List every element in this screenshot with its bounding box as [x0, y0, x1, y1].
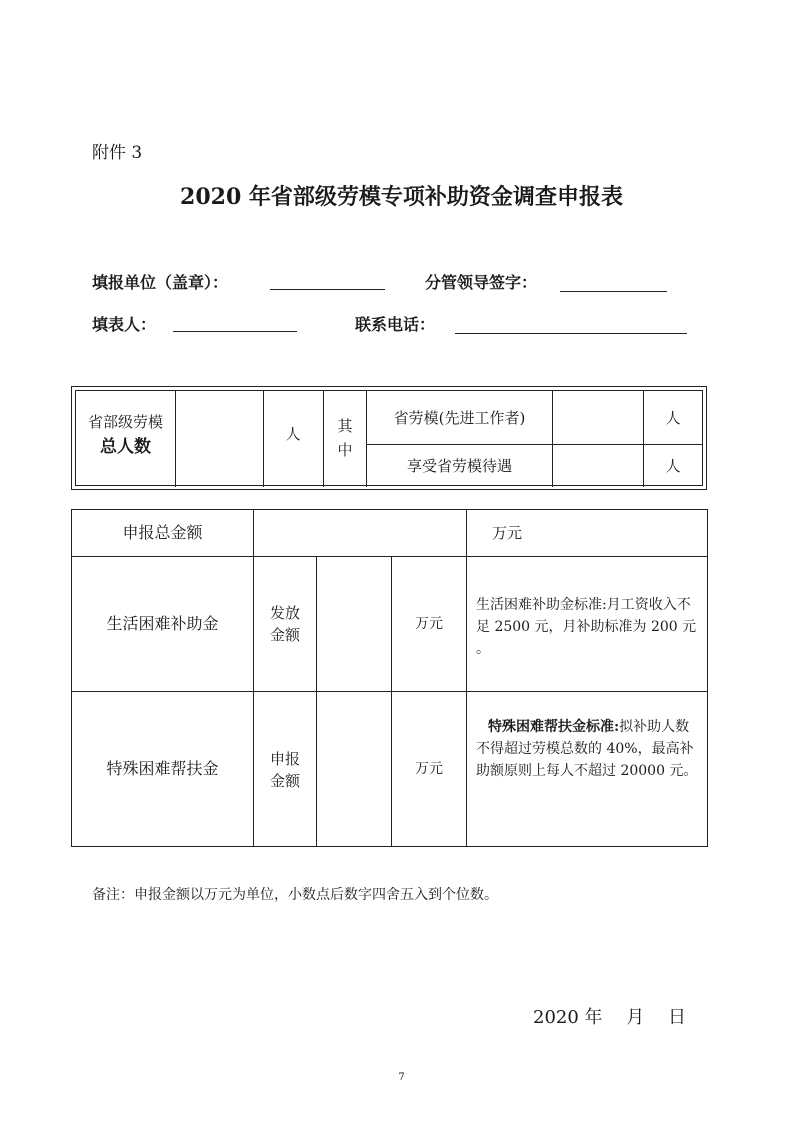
equivalent-treatment-label: 享受省劳模待遇: [406, 457, 512, 475]
remark-note: 备注：申报金额以万元为单位，小数点后数字四舍五入到个位数。: [92, 887, 498, 903]
among-line1: 其: [337, 417, 353, 435]
total-unit: 人: [285, 425, 301, 443]
living-amount-label-line2: 金额: [269, 626, 300, 644]
living-amount-label-line1: 发放: [269, 604, 300, 622]
phone-field[interactable]: [455, 332, 687, 334]
special-amount-unit: 万元: [415, 761, 443, 777]
special-standard-title: 特殊困难帮扶金标准:: [488, 719, 620, 735]
total-label-line1: 省部级劳模: [87, 413, 163, 431]
filler-field[interactable]: [173, 330, 297, 332]
living-standard-text: 月工资收入不足 2500 元，月补助标准为 200 元 。: [476, 597, 697, 657]
living-standard-title: 生活困难补助金标准:: [476, 597, 607, 613]
unit-signature-field[interactable]: [270, 288, 385, 290]
total-label-line2: 总人数: [100, 437, 151, 457]
equivalent-treatment-count-input[interactable]: [553, 445, 643, 487]
leader-label: 分管领导签字：: [425, 273, 538, 292]
equivalent-treatment-unit: 人: [665, 457, 681, 475]
attachment-label: 附件 3: [92, 143, 143, 163]
special-amount-input[interactable]: [317, 692, 391, 846]
living-subsidy-label: 生活困难补助金: [106, 614, 219, 633]
leader-signature-field[interactable]: [560, 290, 667, 292]
date-line: 2020 年 月 日: [533, 1007, 686, 1028]
total-amount-unit: 万元: [491, 524, 522, 542]
amount-table: [71, 509, 708, 847]
headcount-table: [71, 386, 707, 490]
special-amount-label-line1: 申报: [269, 750, 300, 768]
page-number: 7: [398, 1072, 405, 1083]
living-amount-input[interactable]: [317, 557, 391, 691]
provincial-model-label: 省劳模(先进工作者): [393, 408, 526, 427]
living-amount-unit: 万元: [415, 616, 443, 632]
total-amount-label: 申报总金额: [122, 523, 203, 542]
provincial-model-unit: 人: [665, 408, 681, 427]
form-title: 2020 年省部级劳模专项补助资金调查申报表: [180, 184, 623, 210]
unit-label: 填报单位（盖章）：: [92, 273, 229, 292]
special-aid-label: 特殊困难帮扶金: [106, 759, 219, 778]
provincial-model-count-input[interactable]: [553, 391, 643, 444]
total-count-input[interactable]: [176, 391, 262, 487]
living-standard-note: [476, 594, 702, 660]
special-standard-text: 拟补助人数不得超过劳模总数的 40%，最高补助额原则上每人不超过 20000 元。: [476, 719, 698, 779]
special-amount-label-line2: 金额: [269, 772, 300, 790]
phone-label: 联系电话：: [355, 315, 436, 334]
filler-label: 填表人：: [92, 315, 157, 334]
among-line2: 中: [337, 441, 353, 459]
special-standard-note: [476, 716, 702, 782]
total-amount-input[interactable]: [254, 510, 466, 556]
